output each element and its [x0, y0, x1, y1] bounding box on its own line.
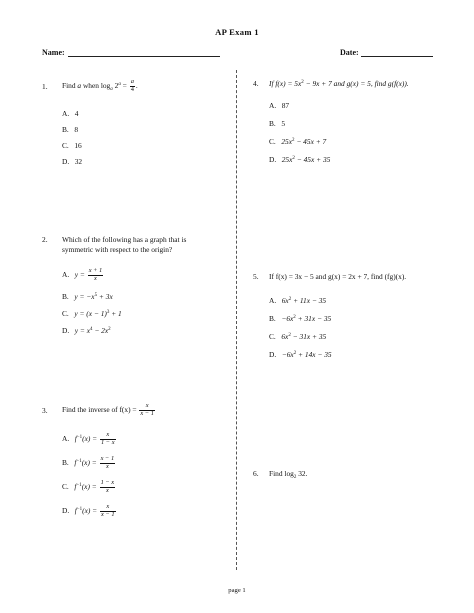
choice-d[interactable]: D. $-6x^2 + 14x - 35$	[269, 350, 332, 359]
date-underline[interactable]	[361, 56, 433, 57]
question-number: 4.	[253, 79, 259, 88]
page-number: page 1	[228, 587, 246, 594]
choice-d[interactable]: D. $f^{-1}(x)$ = $\frac{x}{x - 1}$	[62, 503, 115, 518]
choice-b[interactable]: B. 8	[62, 125, 79, 134]
choice-b[interactable]: B. $-6x^2 + 31x - 35$	[269, 314, 332, 323]
question-stem: Find the inverse of f(x) = $\frac{x}{x - 1}$	[62, 402, 154, 417]
choice-d[interactable]: D. $y = x^4 - 2x^2$	[62, 326, 111, 335]
choice-c[interactable]: C. $y = (x - 1)^3 + 1$	[62, 309, 122, 318]
question-number: 2.	[42, 235, 48, 244]
choice-c[interactable]: C. $f^{-1}(x)$ = $\frac{1 - x}{x}$	[62, 479, 115, 494]
choice-d[interactable]: D. $25x^2 - 45x + 35$	[269, 155, 331, 164]
question-number: 1.	[42, 82, 48, 91]
question-stem: Find a when $\log_a 2^a$ = $\frac{a}{4}$ .	[62, 78, 138, 93]
question-number: 6.	[253, 469, 259, 478]
choice-a[interactable]: A. 4	[62, 109, 79, 118]
question-number: 3.	[42, 406, 48, 415]
choice-a[interactable]: A. $f^{-1}(x)$ = $\frac{x}{1 - x}$	[62, 431, 115, 446]
choice-b[interactable]: B. $y = -x^5 + 3x$	[62, 292, 113, 301]
choice-a[interactable]: A. 87	[269, 101, 290, 110]
question-stem-line-1: Which of the following has a graph that is	[62, 235, 187, 244]
question-stem: If f(x) = 3x − 5 and g(x) = 2x + 7, find (fg)(x).	[269, 272, 407, 281]
choice-a[interactable]: A. $6x^2 + 11x - 35$	[269, 296, 327, 305]
column-divider	[236, 70, 237, 570]
choice-c[interactable]: C. $6x^2 - 31x + 35$	[269, 332, 327, 341]
choice-d[interactable]: D. 32	[62, 157, 83, 166]
exam-title: AP Exam 1	[215, 27, 259, 37]
question-stem: Find $\log_2 32$.	[269, 469, 308, 480]
question-number: 5.	[253, 272, 259, 281]
choice-b[interactable]: B. 5	[269, 119, 286, 128]
question-stem: If $f(x) = 5x^2 - 9x + 7$ and g(x) = 5, find g(f(x)).	[269, 79, 409, 88]
choice-c[interactable]: C. 16	[62, 141, 82, 150]
choice-c[interactable]: C. $25x^2 - 45x + 7$	[269, 137, 327, 146]
question-stem-line-2: symmetric with respect to the origin?	[62, 245, 173, 254]
choice-a[interactable]: A. y = $\frac{x + 1}{x}$	[62, 267, 103, 282]
name-label: Name:	[42, 48, 65, 57]
date-label: Date:	[340, 48, 359, 57]
choice-b[interactable]: B. $f^{-1}(x)$ = $\frac{x - 1}{x}$	[62, 455, 115, 470]
name-underline[interactable]	[68, 56, 220, 57]
